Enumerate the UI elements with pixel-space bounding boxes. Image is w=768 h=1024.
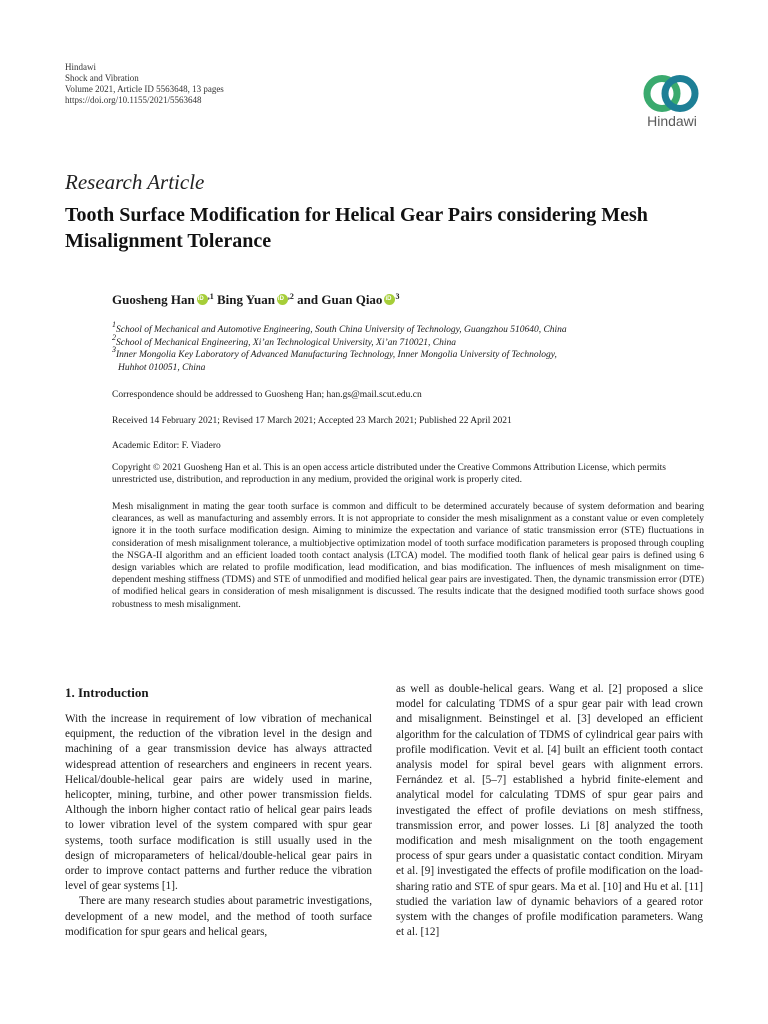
hindawi-logo-text: Hindawi bbox=[647, 113, 697, 129]
body-column-left bbox=[65, 712, 372, 940]
article-title: Tooth Surface Modification for Helical Gear Pairs considering Mesh Misalignment Tolerance bbox=[65, 204, 648, 252]
correspondence: Correspondence should be addressed to Guosheng Han; han.gs@mail.scut.edu.cn bbox=[112, 390, 422, 400]
author-list bbox=[112, 292, 399, 308]
author-affil-marker: 3 bbox=[395, 292, 400, 301]
publication-dates: Received 14 February 2021; Revised 17 March 2021; Accepted 23 March 2021; Published 22 April 2021 bbox=[112, 416, 512, 426]
orcid-icon[interactable] bbox=[197, 294, 208, 305]
orcid-icon[interactable] bbox=[277, 294, 288, 305]
article-type: Research Article bbox=[65, 170, 205, 194]
journal-meta bbox=[65, 62, 224, 106]
academic-editor: Academic Editor: F. Viadero bbox=[112, 441, 221, 451]
body-paragraph: as well as double-helical gears. Wang et al. [2] proposed a slice model for calculating TDMS of a spur gear pair with lead crown and misalignment. Beinstingel et al. [3] developed an efficient algorithm for the calculation of TDMS of cylindrical gear pairs with profile modification. Vevit et al. [4] built an efficient tooth contact analysis model for spiral bevel gears with alignment errors. Fernández et al. [5–7] established a hybrid finite-element and analytical model for calculating TDMS of spur gear pairs and investigated the effect of profile deviations on mesh stiffness, transmission error, and power losses. Li [8] analyzed the tooth modification and mesh misalignment on the tooth engagement process of spur gears under a quasistatic contact condition. Miryam et al. [9] investigated the effects of profile modification on the load-sharing ratio and STE of spur gears. Ma et al. [10] and Hu et al. [11] studied the variation law of dynamic behaviors of a geared rotor system with the changes of profile modification parameters. Wang et al. [12] bbox=[396, 683, 703, 939]
affiliation-line: $^2$School of Mechanical Engineering, Xi’an Technological University, Xi’an 710021, China bbox=[112, 332, 457, 348]
author-affil-marker: ,2 bbox=[287, 292, 294, 301]
body-paragraph: With the increase in requirement of low vibration of mechanical equipment, the reduction of the vibration level in the design and machining of a gear transmission device has always attracted widespread attention of researchers and engineers in recent years. Helical/double-helical gear pairs are widely used in marine, helicopter, mining, turbine, and other power transmission fields. Although the inborn higher contact ratio of helical gear pairs leads to lower vibration level of the system compared with spur gear systems, tooth surface modification is still usually used in the design of microparameters of helical/double-helical gear pairs in order to improve contact patterns and further reduce the vibration level of gear systems [1]. bbox=[65, 713, 372, 893]
body-column-right bbox=[396, 682, 703, 940]
affiliation-line: $^1$School of Mechanical and Automotive Engineering, South China University of Technology, Guangzhou 510640, China bbox=[112, 320, 567, 335]
body-paragraph: There are many research studies about parametric investigations, development of a new model, and the method of tooth surface modification for spur gears and helical gears, bbox=[65, 895, 372, 938]
publisher-name: Hindawi bbox=[65, 62, 96, 72]
copyright-notice: Copyright © 2021 Guosheng Han et al. This is an open access article distributed under the Creative Commons Attribution License, which permits unrestricted use, distribution, and reproduction in any medium, provided the original work is properly cited. bbox=[112, 463, 666, 485]
affiliations bbox=[112, 320, 567, 374]
author-name[interactable]: Guosheng Han bbox=[112, 292, 195, 307]
author-connector: and bbox=[297, 292, 319, 307]
abstract: Mesh misalignment in mating the gear tooth surface is common and difficult to be determined accurately because of system deformation and bearing clearances, as well as manufacturing and assembly errors. It is not appropriate to consider the mesh misalignment as a constant value or even completely ignore it in the tooth surface modification design. Aiming to minimize the expectation and variance of static transmission error (STE) fluctuations in consideration of mesh misalignment tolerance, a multiobjective optimization model of tooth surface modification parameters is proposed through coupling the NSGA-II algorithm and an efficient loaded tooth contact analysis (LTCA) model. The modified tooth flank of helical gear pairs is defined using 6 design variables which are related to profile modification, lead modification, and bias modification. The influences of mesh misalignment on time-dependent meshing stiffness (TDMS) and STE of unmodified and modified helical gear pairs are investigated. Then, the dynamic transmission error (DTE) of modified helical gears in consideration of mesh misalignment is discussed. The results indicate that the designed modified tooth surface shows good robustness to mesh misalignment. bbox=[112, 502, 704, 610]
orcid-icon[interactable] bbox=[384, 294, 395, 305]
author-name[interactable]: Bing Yuan bbox=[216, 292, 275, 307]
affiliation-continuation: Huhhot 010051, China bbox=[118, 362, 206, 373]
section-heading: 1. Introduction bbox=[65, 685, 149, 700]
author-affil-marker: ,1 bbox=[207, 292, 214, 301]
author-name[interactable]: Guan Qiao bbox=[321, 292, 383, 307]
journal-name: Shock and Vibration bbox=[65, 73, 139, 83]
doi-link[interactable]: https://doi.org/10.1155/2021/5563648 bbox=[65, 95, 202, 105]
volume-line: Volume 2021, Article ID 5563648, 13 pages bbox=[65, 84, 224, 94]
affiliation-line: $^3$Inner Mongolia Key Laboratory of Advanced Manufacturing Technology, Inner Mongolia University of Technology, bbox=[112, 345, 557, 360]
